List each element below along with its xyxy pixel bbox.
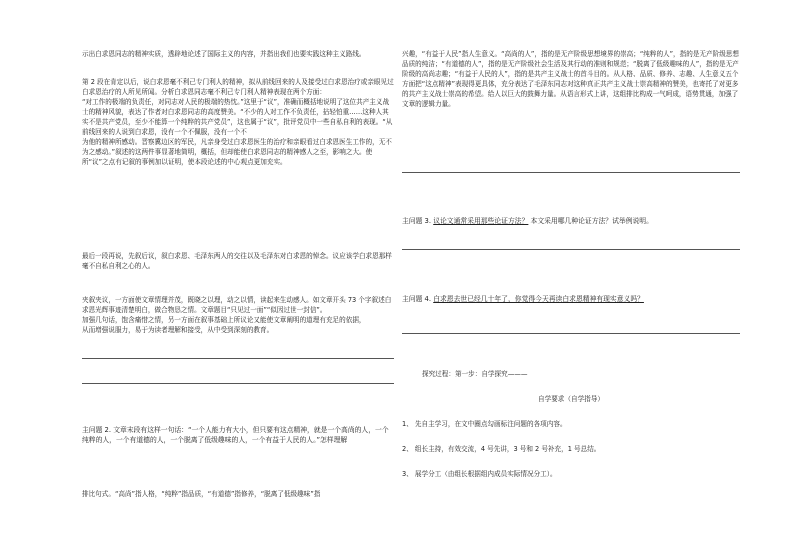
paragraph-2-line-c: 为他的精神所感动。晋察冀边区的军民，凡亲身受过白求恩医生的治疗和亲眼看过白求恩医生工作的，无不为之感动。”叙述的这两件事显著地简明，概括，但却能使白求恩同志的精神感人之至，影响之大。使所“议”之点有记叙的事例加以证明，使本段论述的中心观点更加充实。 bbox=[82, 138, 392, 166]
question-2-answer: 排比句式。“高尚”指人格，“纯粹”指品质，“有道德”指修养，“脱离了低级趣味”指 bbox=[82, 490, 321, 498]
question-3-text: 议论文通常采用那些论证方法？ bbox=[433, 217, 529, 225]
paragraph-2-line-b: “对工作的极端的负责任，对同志对人民的极端的热忱。”这里于“议”，准确而概括地说明了这位共产主义战士的精神风貌，表达了作者对白求恩同志的高度赞美。“不少的人对工作不负责任，拈轻怕重……这种人其实不是共产党员，至少不能算一个纯粹的共产党员”，这也属于“议”，批评党员中一些自私自利的表现。“从前线回来的人说到白求恩，没有一个不佩服，没有一个不 bbox=[82, 98, 393, 136]
paragraph-2-line-a: 第 2 段在肯定以后，说白求恩毫不利己专门利人的精神，拟从前线回来的人及接受过白求恩治疗或亲眼见过白求恩治疗的人所见所闻。分析白求恩同志毫不利己专门利人精神表现在两个方面： bbox=[82, 78, 394, 96]
right-paragraph-intro: 兴趣，“有益于人民”指人生意义。“高尚的人”，指的是无产阶级思想境界的崇高；“纯粹的人”，指的是无产阶级思想品质的纯洁；“有道德的人”，指的是无产阶级社会生活及其行动的准则和规范；“脱离了低级趣味的人”，指的是无产阶级的高尚志趣；“有益于人民的人”，指的是共产主义战士的首斗目的。从人格、品质、修养、志趣、人生意义五个方面把“这点精神”表现得更具体，充分表达了毛泽东同志对这种真正共产主义战士崇高精神的赞美，也寄托了对更多的共产主义战士崇高的希望。给人以巨大的鼓舞力量。从语言形式上讲，这组排比构成一气呵成，语势贯通，加强了文章的逻辑力量。 bbox=[402, 50, 739, 108]
question-3-extra: 本文采用哪几种论证方法？试举例说明。 bbox=[530, 217, 653, 225]
answer-line bbox=[402, 249, 740, 250]
requirement-item: 1、 先自主学习，在文中圈点勾画标注问题的各项内容。 bbox=[402, 420, 567, 428]
left-paragraph-3: 最后一段再说，先叙后议，叙白求恩、毛泽东两人的交往以及毛泽东对白求恩的悼念。议应该学白求恩那样毫不自私自利之心的人。 bbox=[82, 252, 392, 270]
requirements-title: 自学要求（自学指导） bbox=[538, 395, 604, 403]
explore-heading: 探究过程：第一步：自学探究——— bbox=[422, 370, 528, 378]
answer-line bbox=[402, 333, 740, 334]
question-4 bbox=[402, 294, 740, 304]
requirement-item: 3、 展学分工（由组长根据组内成员实际情况分工）。 bbox=[402, 470, 557, 478]
paragraph-4-line-b: 加强几句话，饱含痛惜之情，另一方面在叙事基础上所议论又能使文章阐明的道理有充足的依据， bbox=[82, 316, 366, 324]
paragraph-4-line-a: 夹叙夹议，一方面使文章情理并茂，既晓之以理，动之以情，读起来生动感人。如文章开头 73 个字叙述白求恩光辉事迹清楚明白，做合物恳之情。文章题目“只见过一面”“似因过世一封信”。 bbox=[82, 296, 392, 314]
question-2-label: 主问题 2. bbox=[82, 426, 112, 434]
question-2 bbox=[82, 425, 394, 445]
question-3-label: 主问题 3. bbox=[402, 217, 432, 225]
left-paragraph-1: 示出白求恩同志的精神实质，透辟地论述了国际主义的内容，并指出我们也要实践这种主义路线。 bbox=[82, 50, 366, 58]
question-3 bbox=[402, 216, 740, 226]
answer-line bbox=[82, 383, 394, 384]
left-paragraph-4 bbox=[82, 295, 394, 335]
paragraph-4-line-c: 从而增强说服力，易于为读者理解和接受，从中受到深刻的教育。 bbox=[82, 326, 274, 334]
requirement-item: 2、 组长主持，有效交流，4 号先讲，3 号和 2 号补充，1 号总结。 bbox=[402, 445, 601, 453]
answer-line bbox=[402, 172, 740, 173]
answer-line bbox=[82, 358, 394, 359]
question-2-text: 文章末段有这样一句话：“一个人能力有大小，但只要有这点精神，就是一个高尚的人，一个纯粹的人，一个有道德的人，一个脱离了低级趣味的人，一个有益于人民的人。”怎样理解 bbox=[82, 426, 389, 444]
question-4-label: 主问题 4. bbox=[402, 295, 432, 303]
left-paragraph-2 bbox=[82, 77, 394, 167]
question-4-text: 白求恩去世已经几十年了，你觉得今天再读白求恩精神有现实意义吗？ bbox=[433, 295, 644, 303]
